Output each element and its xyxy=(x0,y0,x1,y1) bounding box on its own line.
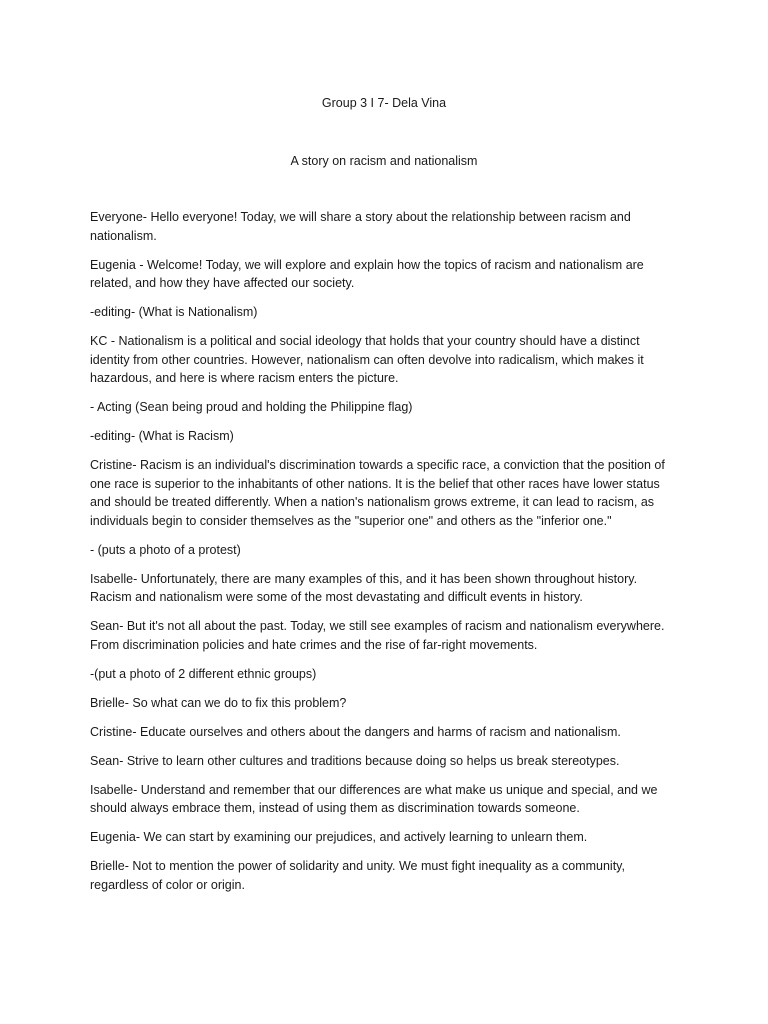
paragraph-brielle-solidarity: Brielle- Not to mention the power of solidarity and unity. We must fight inequality as a community, regardless of color or origin. xyxy=(90,859,625,892)
document-subtitle: A story on racism and nationalism xyxy=(290,154,478,168)
paragraph-isabelle-differences: Isabelle- Understand and remember that our differences are what make us unique and special, and we should always embrace them, instead of using them as discrimination towards someone. xyxy=(90,782,658,815)
paragraph-photo-ethnic-groups: -(put a photo of 2 different ethnic groups) xyxy=(90,666,317,681)
paragraph-editing-nationalism: -editing- (What is Nationalism) xyxy=(90,305,258,319)
paragraph-photo-protest: - (puts a photo of a protest) xyxy=(90,542,241,557)
paragraph-eugenia-prejudices: Eugenia- We can start by examining our prejudices, and actively learning to unlearn them. xyxy=(90,830,588,844)
paragraph-kc-nationalism: KC - Nationalism is a political and social ideology that holds that your country should have a distinct identity from other countries. However, nationalism can often devolve into radicalism, which makes it hazardous, and here is where racism enters the picture. xyxy=(90,334,644,385)
paragraph-acting-flag: - Acting (Sean being proud and holding the Philippine flag) xyxy=(90,400,413,414)
paragraph-isabelle-history: Isabelle- Unfortunately, there are many examples of this, and it has been shown throughout history. Racism and nationalism were some of the most devastating and difficult events in history. xyxy=(90,571,638,604)
document-body xyxy=(90,208,680,905)
paragraph-sean-cultures: Sean- Strive to learn other cultures and traditions because doing so helps us break stereotypes. xyxy=(90,753,620,768)
paragraph-cristine-educate: Cristine- Educate ourselves and others about the dangers and harms of racism and nationalism. xyxy=(90,724,621,739)
paragraph-editing-racism: -editing- (What is Racism) xyxy=(90,429,234,443)
paragraph-cristine-racism: Cristine- Racism is an individual's discrimination towards a specific race, a conviction that the position of one race is superior to the inhabitants of other nations. It is the belief that other races have lower status and should be treated differently. When a nation's nationalism grows extreme, it can lead to racism, as individuals begin to consider themselves as the "superior one" and others as the "inferior one." xyxy=(90,458,665,528)
paragraph-eugenia-welcome: Eugenia - Welcome! Today, we will explore and explain how the topics of racism and nationalism are related, and how they have affected our society. xyxy=(90,257,644,290)
paragraph-everyone-intro: Everyone- Hello everyone! Today, we will share a story about the relationship between racism and nationalism. xyxy=(90,210,631,243)
paragraph-sean-present: Sean- But it's not all about the past. Today, we still see examples of racism and nationalism everywhere. From discrimination policies and hate crimes and the rise of far-right movements. xyxy=(90,619,665,652)
document-heading: Group 3 I 7- Dela Vina xyxy=(321,96,447,110)
paragraph-brielle-question: Brielle- So what can we do to fix this problem? xyxy=(90,695,347,710)
